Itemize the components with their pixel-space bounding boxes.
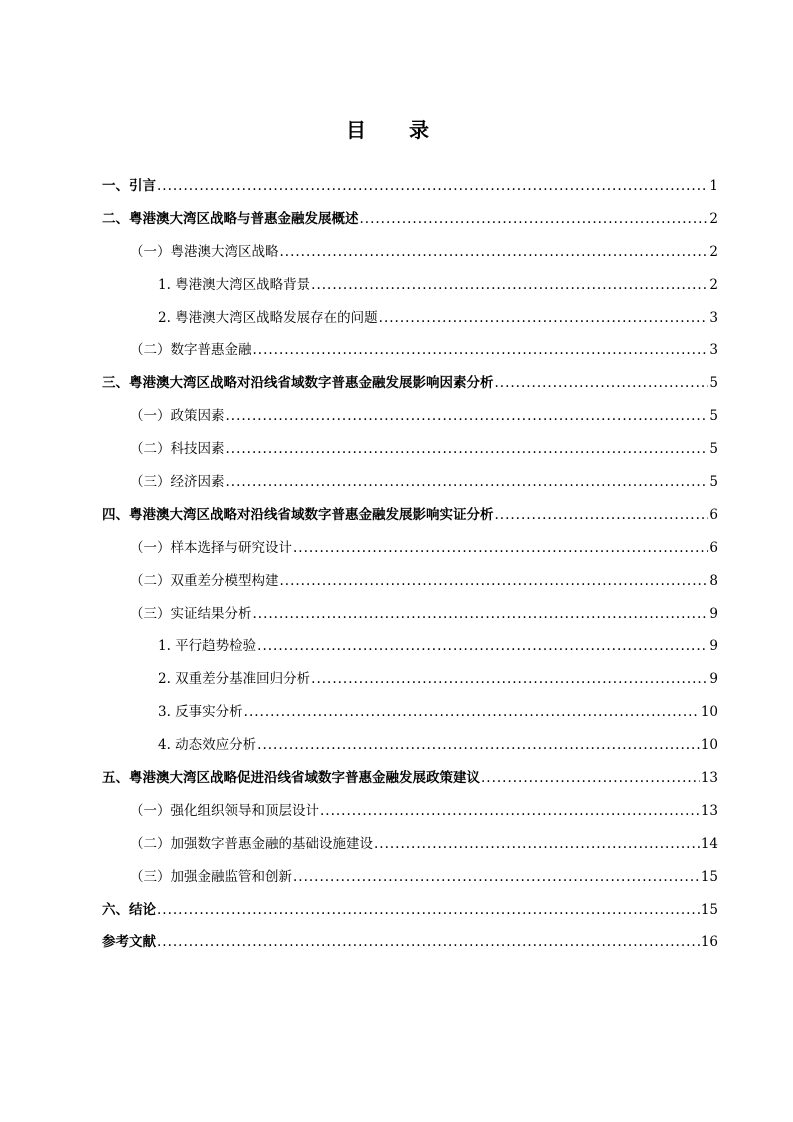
dot-leader: [280, 567, 709, 595]
dot-leader: [374, 830, 700, 858]
toc-entry-label: （二）数字普惠金融: [130, 342, 252, 359]
toc-entry-section-2-1-2[interactable]: [102, 304, 718, 337]
toc-page-number: 2: [709, 243, 718, 260]
toc-page-number: 1: [709, 178, 718, 194]
toc-page-number: 3: [709, 342, 718, 359]
toc-page-number: 5: [709, 441, 718, 458]
dot-leader: [293, 863, 700, 891]
dot-leader: [257, 632, 708, 660]
toc-entry-section-5-3[interactable]: [102, 863, 718, 896]
toc-entry-label: （一）强化组织领导和顶层设计: [130, 802, 319, 819]
toc-entry-section-4[interactable]: [102, 501, 718, 534]
dot-leader: [293, 534, 708, 562]
toc-entry-conclusion[interactable]: [102, 896, 718, 929]
dot-leader: [253, 600, 709, 628]
toc-page-number: 14: [700, 835, 718, 852]
dot-leader: [157, 172, 708, 200]
table-of-contents: [102, 172, 718, 961]
toc-entry-section-3-1[interactable]: [102, 402, 718, 435]
dot-leader: [311, 665, 708, 693]
toc-page-number: 16: [700, 934, 718, 951]
toc-entry-section-4-3-3[interactable]: [102, 698, 718, 731]
toc-page-number: 3: [709, 309, 718, 326]
toc-entry-section-2-2[interactable]: [102, 336, 718, 369]
dot-leader: [157, 896, 700, 924]
toc-page-number: 6: [709, 539, 718, 556]
toc-entry-section-5-1[interactable]: [102, 797, 718, 830]
toc-page-number: 10: [700, 737, 718, 754]
dot-leader: [280, 238, 709, 266]
toc-entry-label: （一）粤港澳大湾区战略: [130, 243, 279, 260]
toc-page-number: 15: [700, 901, 718, 918]
dot-leader: [481, 764, 700, 792]
toc-entry-references[interactable]: [102, 928, 718, 961]
toc-entry-label: 参考文献: [102, 934, 156, 951]
dot-leader: [244, 698, 700, 726]
toc-page-number: 15: [700, 868, 718, 885]
toc-page-number: 6: [709, 506, 718, 523]
toc-entry-section-4-3-4[interactable]: [102, 731, 718, 764]
toc-entry-label: 六、结论: [102, 901, 156, 918]
dot-leader: [311, 271, 708, 299]
toc-entry-label: （一）样本选择与研究设计: [130, 539, 292, 556]
dot-leader: [226, 468, 709, 496]
toc-page-number: 10: [700, 704, 718, 721]
toc-page-number: 5: [709, 375, 718, 392]
dot-leader: [257, 731, 700, 759]
dot-leader: [360, 205, 709, 233]
toc-entry-label: （三）加强金融监管和创新: [130, 868, 292, 885]
toc-entry-label: 二、粤港澳大湾区战略与普惠金融发展概述: [102, 210, 359, 227]
toc-entry-section-4-3[interactable]: [102, 600, 718, 633]
dot-leader: [226, 435, 709, 463]
toc-entry-label: （二）科技因素: [130, 441, 225, 458]
toc-entry-label: 四、粤港澳大湾区战略对沿线省域数字普惠金融发展影响实证分析: [102, 506, 494, 523]
toc-page-number: 5: [709, 408, 718, 425]
toc-entry-label: 一、引言: [102, 178, 156, 194]
toc-entry-section-4-3-1[interactable]: [102, 632, 718, 665]
toc-entry-section-4-3-2[interactable]: [102, 665, 718, 698]
toc-entry-section-4-2[interactable]: [102, 567, 718, 600]
toc-entry-label: 1. 平行趋势检验: [158, 638, 257, 655]
toc-entry-label: 3. 反事实分析: [158, 704, 243, 721]
toc-page-number: 9: [709, 671, 718, 688]
dot-leader: [495, 501, 709, 529]
toc-entry-label: 4. 动态效应分析: [158, 737, 257, 754]
dot-leader: [226, 402, 709, 430]
toc-entry-label: 三、粤港澳大湾区战略对沿线省域数字普惠金融发展影响因素分析: [102, 375, 494, 392]
dot-leader: [379, 304, 709, 332]
dot-leader: [320, 797, 700, 825]
toc-entry-label: 1. 粤港澳大湾区战略背景: [158, 276, 311, 293]
toc-entry-section-5-2[interactable]: [102, 830, 718, 863]
dot-leader: [253, 336, 709, 364]
dot-leader: [495, 369, 709, 397]
toc-page-number: 13: [700, 802, 718, 819]
toc-entry-section-3[interactable]: [102, 369, 718, 402]
toc-entry-section-3-2[interactable]: [102, 435, 718, 468]
toc-entry-section-4-1[interactable]: [102, 534, 718, 567]
toc-entry-label: （三）实证结果分析: [130, 605, 252, 622]
toc-entry-section-5[interactable]: [102, 764, 718, 797]
toc-entry-label: （二）双重差分模型构建: [130, 572, 279, 589]
toc-page-number: 2: [709, 210, 718, 227]
toc-page-number: 8: [709, 572, 718, 589]
toc-entry-section-2-1[interactable]: [102, 238, 718, 271]
toc-entry-label: 2. 双重差分基准回归分析: [158, 671, 311, 688]
toc-entry-label: （三）经济因素: [130, 474, 225, 491]
dot-leader: [157, 928, 700, 956]
toc-entry-introduction[interactable]: [102, 172, 718, 205]
toc-entry-label: （一）政策因素: [130, 408, 225, 425]
toc-page-number: 2: [709, 276, 718, 293]
toc-entry-label: （二）加强数字普惠金融的基础设施建设: [130, 835, 373, 852]
toc-title: 目 录: [346, 118, 447, 142]
toc-page-number: 13: [700, 770, 718, 787]
toc-entry-section-3-3[interactable]: [102, 468, 718, 501]
toc-entry-label: 2. 粤港澳大湾区战略发展存在的问题: [158, 309, 378, 326]
toc-entry-label: 五、粤港澳大湾区战略促进沿线省域数字普惠金融发展政策建议: [102, 770, 480, 787]
toc-page-number: 9: [709, 605, 718, 622]
toc-page-number: 5: [709, 474, 718, 491]
toc-entry-section-2[interactable]: [102, 205, 718, 238]
toc-entry-section-2-1-1[interactable]: [102, 271, 718, 304]
toc-page-number: 9: [709, 638, 718, 655]
